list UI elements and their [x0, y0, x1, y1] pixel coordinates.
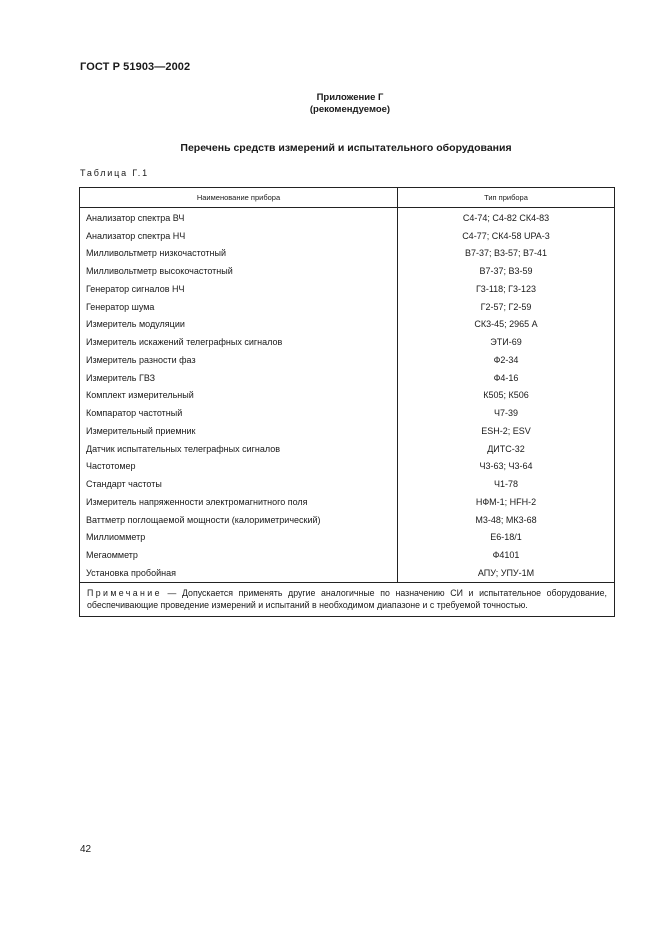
document-standard-header: ГОСТ Р 51903—2002: [80, 61, 191, 73]
table-row: [80, 422, 615, 440]
table-row: [80, 262, 615, 280]
table-row: [80, 208, 615, 227]
device-name: Ваттметр поглощаемой мощности (калориметрический): [80, 511, 398, 529]
device-type: Г3-118; Г3-123: [398, 280, 615, 298]
device-name: Измеритель модуляции: [80, 316, 398, 334]
device-type: С4-74; С4-82 СК4-83: [398, 208, 615, 227]
device-name: Комплект измерительный: [80, 387, 398, 405]
appendix-status: (рекомендуемое): [309, 104, 391, 115]
device-type: ESH-2; ESV: [398, 422, 615, 440]
device-name: Измеритель ГВЗ: [80, 369, 398, 387]
device-name: Измеритель разности фаз: [80, 351, 398, 369]
table-note-row: [80, 582, 615, 616]
appendix-title: Приложение Г: [316, 92, 384, 103]
note-label: Примечание: [87, 587, 162, 598]
device-type: ЭТИ-69: [398, 333, 615, 351]
device-name: Измерительный приемник: [80, 422, 398, 440]
table-row: [80, 351, 615, 369]
table-row: [80, 333, 615, 351]
device-type: Ф4-16: [398, 369, 615, 387]
device-name: Частотомер: [80, 458, 398, 476]
equipment-table: [79, 187, 615, 617]
table-row: [80, 564, 615, 582]
page-number: 42: [80, 844, 92, 855]
device-type: К505; К506: [398, 387, 615, 405]
device-type: АПУ; УПУ-1М: [398, 564, 615, 582]
table-header-row: [80, 188, 615, 208]
table-row: [80, 245, 615, 263]
device-type: В7-37; В3-57; В7-41: [398, 245, 615, 263]
device-type: Е6-18/1: [398, 529, 615, 547]
device-type: С4-77; СК4-58 UPA-3: [398, 227, 615, 245]
note-text: — Допускается применять другие аналогичные по назначению СИ и испытательное оборудование, обеспечивающие проведение измерений и испытаний в необходимом диапазоне и с требуемой точностью.: [87, 587, 607, 610]
device-type: Ф2-34: [398, 351, 615, 369]
table-row: [80, 387, 615, 405]
device-name: Генератор сигналов НЧ: [80, 280, 398, 298]
device-name: Милливольтметр высокочастотный: [80, 262, 398, 280]
table-row: [80, 316, 615, 334]
device-name: Измеритель напряженности электромагнитного поля: [80, 493, 398, 511]
table-label: Таблица Г.1: [80, 168, 149, 178]
device-name: Установка пробойная: [80, 564, 398, 582]
table-row: [80, 369, 615, 387]
table-row: [80, 404, 615, 422]
table-note: [80, 582, 615, 616]
table-row: [80, 475, 615, 493]
device-name: Датчик испытательных телеграфных сигналов: [80, 440, 398, 458]
table-row: [80, 511, 615, 529]
table-row: [80, 458, 615, 476]
section-title: Перечень средств измерений и испытательного оборудования: [180, 142, 512, 154]
device-name: Измеритель искажений телеграфных сигналов: [80, 333, 398, 351]
device-type: Ф4101: [398, 546, 615, 564]
device-type: Г2-57; Г2-59: [398, 298, 615, 316]
table-row: [80, 440, 615, 458]
device-name: Миллиомметр: [80, 529, 398, 547]
table-row: [80, 493, 615, 511]
device-name: Анализатор спектра ВЧ: [80, 208, 398, 227]
device-name: Стандарт частоты: [80, 475, 398, 493]
device-type: ДИТС-32: [398, 440, 615, 458]
device-type: НФМ-1; HFH-2: [398, 493, 615, 511]
device-name: Генератор шума: [80, 298, 398, 316]
column-header-name: Наименование прибора: [80, 188, 398, 208]
table-row: [80, 280, 615, 298]
device-type: В7-37; В3-59: [398, 262, 615, 280]
device-name: Милливольтметр низкочастотный: [80, 245, 398, 263]
device-type: СК3-45; 2965 А: [398, 316, 615, 334]
appendix-heading: [0, 92, 661, 116]
column-header-type: Тип прибора: [398, 188, 615, 208]
device-type: Ч7-39: [398, 404, 615, 422]
device-name: Мегаомметр: [80, 546, 398, 564]
device-name: Компаратор частотный: [80, 404, 398, 422]
table-row: [80, 546, 615, 564]
device-name: Анализатор спектра НЧ: [80, 227, 398, 245]
table-row: [80, 529, 615, 547]
table-row: [80, 227, 615, 245]
device-type: Ч1-78: [398, 475, 615, 493]
device-type: М3-48; МК3-68: [398, 511, 615, 529]
table-row: [80, 298, 615, 316]
device-type: Ч3-63; Ч3-64: [398, 458, 615, 476]
